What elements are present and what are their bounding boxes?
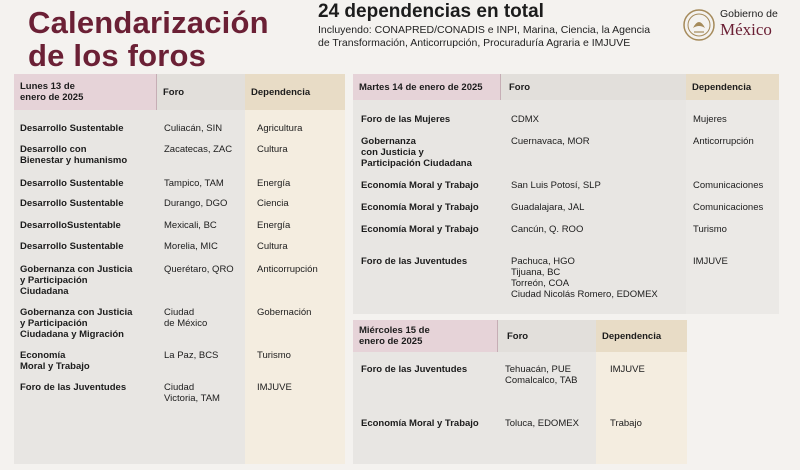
forum-dependency: Gobernación [257,307,312,318]
forum-name-line: Desarrollo Sustentable [20,198,124,209]
forum-location-line: Morelia, MIC [164,241,218,252]
forum-name-line: Gobernanza con Justicia [20,264,133,275]
forum-location [164,307,207,329]
foro-header: Foro [163,86,185,98]
table-header [353,74,779,100]
day-line-2: enero de 2025 [20,92,84,103]
forum-name [20,144,127,166]
forum-name-line: Economía Moral y Trabajo [361,202,479,213]
forum-location-line: de México [164,318,208,329]
forum-name [20,241,123,252]
forum-name [20,382,126,393]
forum-location [164,350,218,361]
forum-location-line: CDMX [511,114,539,125]
forum-location [511,114,539,125]
forum-location-line: Zacatecas, ZAC [164,144,233,155]
forum-name [20,123,123,134]
forum-location-line: Durango, DGO [164,198,228,209]
forum-location-line: Guadalajara, JAL [511,202,585,213]
forum-name-line: Economía Moral y Trabajo [361,418,479,429]
forum-location-line: Ciudad Nicolás Romero, EDOMEX [511,289,658,300]
forum-name-line: DesarrolloSustentable [20,220,121,231]
day-header: Martes 14 de enero de 2025 [353,74,501,100]
forum-dependency: Turismo [257,350,291,361]
forum-dependency: IMJUVE [257,382,292,393]
forum-location [164,198,227,209]
forum-dependency: Energía [257,178,291,189]
forum-name [361,418,479,429]
government-logo [682,6,797,44]
forum-name [20,178,123,189]
forum-name-line: y Participación [20,318,88,329]
forum-location [511,224,583,235]
forum-name [361,256,467,267]
day-line-1: Lunes 13 de [20,81,75,92]
description-line-2: de Transformación, Anticorrupción, Procuraduría Agraria e IMJUVE [318,37,631,49]
forum-location [505,364,578,386]
page-title [28,6,269,72]
forum-name-line: Foro de las Mujeres [361,114,451,125]
schedule-table-wednesday [353,320,687,464]
forum-location-line: Cuernavaca, MOR [511,136,590,147]
forum-location [505,418,579,429]
forum-name-line: Ciudadana [20,286,69,297]
forum-name-line: Gobernanza con Justicia [20,307,133,318]
forum-name-line: Gobernanza [361,136,416,147]
day-line-1: Miércoles 15 de [359,325,430,336]
forum-dependency: Cultura [257,241,288,252]
forum-dependency: Trabajo [610,418,642,429]
foro-header: Foro [507,330,529,342]
forum-name-line: Economía Moral y Trabajo [361,224,479,235]
forum-location-line: Mexicali, BC [164,220,217,231]
forum-dependency: Anticorrupción [693,136,754,147]
forum-location-line: Ciudad [164,382,195,393]
forum-location [511,202,584,213]
forum-dependency: Comunicaciones [693,202,764,213]
forum-location-line: Tehuacán, PUE [505,364,572,375]
schedule-table-monday [14,74,345,464]
forum-location-line: Torreón, COA [511,278,570,289]
foro-header: Foro [509,81,531,93]
dependency-header: Dependencia [245,74,345,110]
forum-dependency: Anticorrupción [257,264,318,275]
forum-name-line: Moral y Trabajo [20,361,90,372]
forum-name-line: Foro de las Juventudes [20,382,127,393]
forum-dependency: IMJUVE [610,364,645,375]
forum-location-line: Tampico, TAM [164,178,224,189]
forum-location [164,144,232,155]
forum-location [164,220,217,231]
forum-name-line: Economía Moral y Trabajo [361,180,479,191]
subtitle-block [318,2,683,50]
forum-name-line: con Justicia y [361,147,424,158]
seal-icon [682,8,716,42]
forum-location [164,178,224,189]
day-line-2: enero de 2025 [359,336,423,347]
forum-location-line: Toluca, EDOMEX [505,418,579,429]
forum-location-line: Tijuana, BC [511,267,561,278]
forum-location [164,241,218,252]
forum-name [20,264,132,297]
forum-location-line: San Luis Potosí, SLP [511,180,601,191]
forum-name [20,198,123,209]
title-line-1: Calendarización [28,5,269,40]
forum-location-line: Culiacán, SIN [164,123,223,134]
forum-dependency: Comunicaciones [693,180,764,191]
day-header [14,74,157,110]
forum-dependency: Turismo [693,224,727,235]
forum-location [164,123,222,134]
forum-location [164,382,220,404]
day-header [353,320,498,352]
forum-dependency: Mujeres [693,114,727,125]
subtitle: 24 dependencias en total [318,1,544,22]
forum-name [361,202,479,213]
forum-name [361,224,479,235]
forum-name-line: Participación Ciudadana [361,158,472,169]
forum-dependency: Cultura [257,144,288,155]
table-header [14,74,345,110]
forum-location-line: La Paz, BCS [164,350,219,361]
dependency-header: Dependencia [686,74,779,100]
forum-name [20,220,121,231]
forum-dependency: IMJUVE [693,256,728,267]
description-line-1: Incluyendo: CONAPRED/CONADIS e INPI, Marina, Ciencia, la Agencia [318,24,651,36]
forum-name [361,364,467,375]
forum-name-line: Desarrollo Sustentable [20,178,124,189]
schedule-table-tuesday [353,74,779,314]
forum-location [511,256,658,300]
dependency-header: Dependencia [596,320,687,352]
forum-dependency: Agricultura [257,123,303,134]
forum-location-line: Comalcalco, TAB [505,375,578,386]
dependency-column-bg [245,110,345,464]
forum-location-line: Querétaro, QRO [164,264,234,275]
forum-name-line: Ciudadana y Migración [20,329,124,340]
forum-dependency: Energía [257,220,291,231]
forum-location-line: Pachuca, HGO [511,256,575,267]
forum-name-line: Foro de las Juventudes [361,256,468,267]
forum-name-line: Desarrollo con [20,144,87,155]
forum-location [511,180,601,191]
forum-name [20,350,90,372]
title-line-2: de los foros [28,38,207,73]
forum-location [511,136,590,147]
table-header [353,320,687,352]
forum-name-line: Bienestar y humanismo [20,155,128,166]
forum-name-line: Desarrollo Sustentable [20,123,124,134]
description [318,24,683,50]
forum-name-line: Desarrollo Sustentable [20,241,124,252]
forum-location-line: Cancún, Q. ROO [511,224,584,235]
forum-name [361,180,479,191]
forum-name [20,307,132,340]
forum-location-line: Ciudad [164,307,195,318]
logo-text-top: Gobierno de [720,8,778,20]
forum-name-line: Foro de las Juventudes [361,364,468,375]
forum-name [361,136,472,169]
logo-text-bottom: México [720,20,772,39]
forum-name-line: Economía [20,350,66,361]
forum-name [361,114,450,125]
forum-name-line: y Participación [20,275,88,286]
forum-location [164,264,234,275]
forum-location-line: Victoria, TAM [164,393,220,404]
forum-dependency: Ciencia [257,198,289,209]
